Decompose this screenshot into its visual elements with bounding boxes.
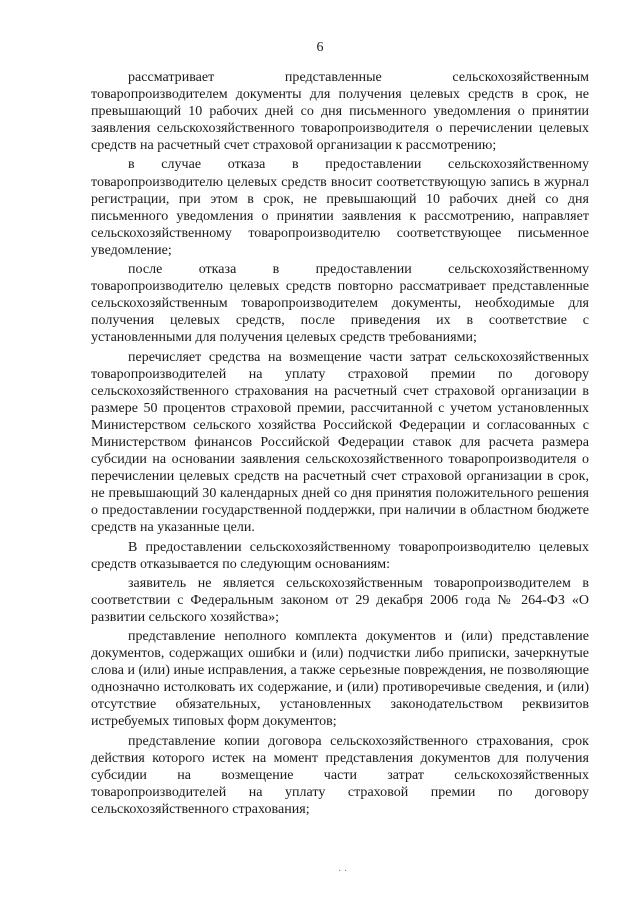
paragraph-transfer-funds: перечисляет средства на возмещение части затрат сельскохозяйственных товаропроизводителей на уплату страховой премии по договору сельскохозяйственного страхования на расчетный счет страховой организации в размере 50 процентов страховой премии, рассчитанной с учетом установленных Министерством сельского хозяйства Российской Федерации и согласованных с Министерством финансов Российской Федерации ставок для расчета размера субсидии на основании заявления сельскохозяйственного товаропроизводителя о перечислении целевых средств на расчетный счет страховой организации в срок, не превышающий 30 календарных дней со дня принятия положительного решения о предоставлении государственной поддержки, при наличии в областном бюджете средств на указанные цели. (91, 349, 589, 536)
scan-artifact: · · (338, 866, 348, 877)
document-body (91, 69, 589, 820)
paragraph-repeat-review: после отказа в предоставлении сельскохозяйственному товаропроизводителю целевых средств повторно рассматривает представленные сельскохозяйственным товаропроизводителем документы, необходимые для получения целевых средств, после приведения их в соответствие с установленными для получения целевых средств требованиями; (91, 262, 589, 346)
paragraph-expired-contract: представление копии договора сельскохозяйственного страхования, срок действия которого истек на момент представления документов для получения субсидии на возмещение части затрат сельскохозяйственных товаропроизводителей на уплату страховой премии по договору сельскохозяйственного страхования; (91, 733, 589, 817)
paragraph-refusal-record: в случае отказа в предоставлении сельскохозяйственному товаропроизводителю целевых средств вносит соответствующую запись в журнал регистрации, при этом в срок, не превышающий 10 рабочих дней со дня письменного уведомления о принятии заявления к рассмотрению, направляет сельскохозяйственному товаропроизводителю соответствующее письменное уведомление; (91, 157, 589, 258)
paragraph-not-producer: заявитель не является сельскохозяйственным товаропроизводителем в соответствии с Федеральным законом от 29 декабря 2006 года № 264-ФЗ «О развитии сельского хозяйства»; (91, 575, 589, 625)
paragraph-incomplete-documents: представление неполного комплекта документов и (или) представление документов, содержащих ошибки и (или) подчистки либо приписки, зачеркнутые слова и (или) иные исправления, а также серьезные повреждения, не позволяющие однозначно истолковать их содержание, и (или) противоречивые сведения, и (или) отсутствие обязательных, установленных законодательством реквизитов истребуемых типовых форм документов; (91, 629, 589, 730)
page-number: 6 (316, 40, 324, 55)
paragraph-refusal-grounds: В предоставлении сельскохозяйственному товаропроизводителю целевых средств отказывается по следующим основаниям: (91, 539, 589, 572)
paragraph-review-documents: рассматривает представленные сельскохозяйственным товаропроизводителем документы для получения целевых средств в срок, не превышающий 10 рабочих дней со дня письменного уведомления о принятии заявления сельскохозяйственного товаропроизводителя о перечислении целевых средств на расчетный счет страховой организации к рассмотрению; (91, 70, 589, 154)
